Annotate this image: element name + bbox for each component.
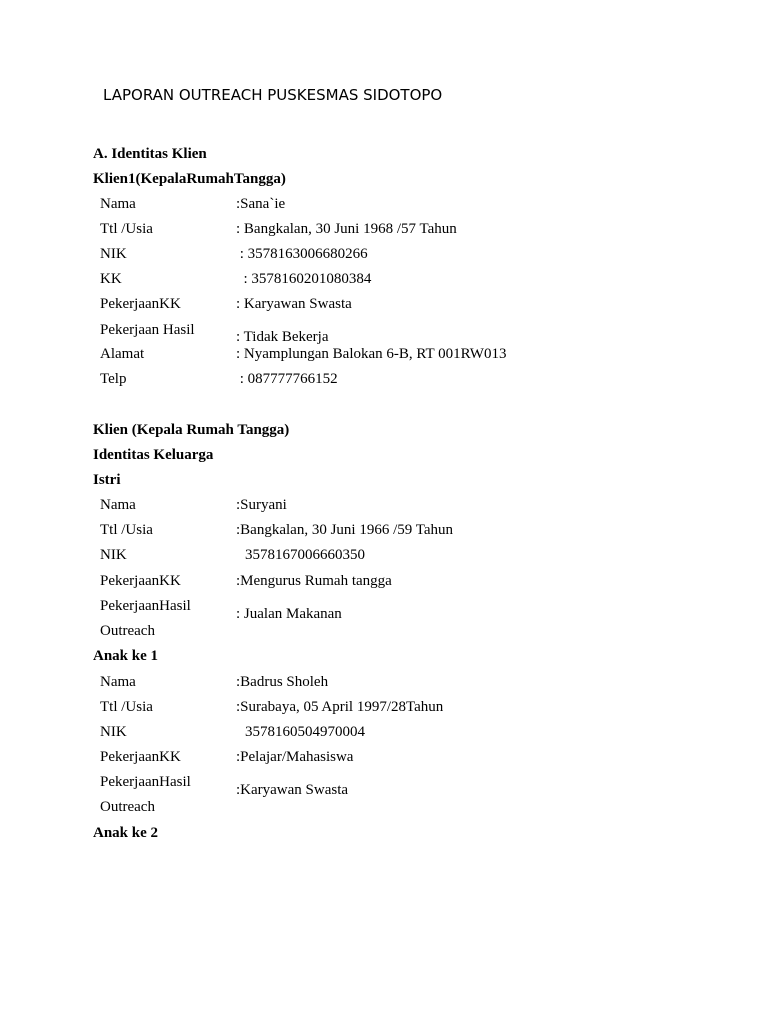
klien1-pekerjaankk-value: : Karyawan Swasta — [236, 296, 352, 312]
klien1-heading: Klien1(KepalaRumahTangga) — [93, 171, 286, 187]
klien1-telp-value: : 087777766152 — [236, 371, 338, 387]
klien1-alamat-value: : Nyamplungan Balokan 6-B, RT 001RW013 — [236, 346, 507, 362]
anak1-outreach-label: Outreach — [100, 799, 155, 815]
klien1-nik-label: NIK — [100, 246, 127, 262]
anak1-nik-value: 3578160504970004 — [245, 724, 365, 740]
istri-pekerjaankk-label: PekerjaanKK — [100, 573, 181, 589]
anak1-pekerjaankk-label: PekerjaanKK — [100, 749, 181, 765]
istri-ttl-label: Ttl /Usia — [100, 522, 153, 538]
anak1-pekerjaankk-value: :Pelajar/Mahasiswa — [236, 749, 354, 765]
istri-pekerjaanhasil-label: PekerjaanHasil — [100, 598, 191, 614]
istri-ttl-value: :Bangkalan, 30 Juni 1966 /59 Tahun — [236, 522, 453, 538]
klien1-nama-value: :Sana`ie — [236, 196, 286, 212]
istri-pekerjaanhasil-value: : Jualan Makanan — [236, 606, 342, 622]
istri-nama-value: :Suryani — [236, 497, 287, 513]
klien1-pekerjaanhasil-label: Pekerjaan Hasil — [100, 322, 195, 338]
klien1-nik-value: : 3578163006680266 — [236, 246, 368, 262]
istri-heading: Istri — [93, 472, 121, 488]
istri-nik-label: NIK — [100, 547, 127, 563]
istri-nama-label: Nama — [100, 497, 136, 513]
klien1-kk-label: KK — [100, 271, 122, 287]
anak1-pekerjaanhasil-value: :Karyawan Swasta — [236, 782, 349, 798]
istri-nik-value: 3578167006660350 — [245, 547, 365, 563]
klien1-ttl-value: : Bangkalan, 30 Juni 1968 /57 Tahun — [236, 221, 457, 237]
klien1-telp-label: Telp — [100, 371, 127, 387]
anak1-nama-value: :Badrus Sholeh — [236, 674, 329, 690]
klien1-pekerjaankk-label: PekerjaanKK — [100, 296, 181, 312]
page-title: LAPORAN OUTREACH PUSKESMAS SIDOTOPO — [103, 86, 443, 104]
klien1-kk-value: : 3578160201080384 — [236, 271, 372, 287]
section-a-heading: A. Identitas Klien — [93, 146, 207, 162]
klien1-ttl-label: Ttl /Usia — [100, 221, 153, 237]
anak1-pekerjaanhasil-label: PekerjaanHasil — [100, 774, 191, 790]
anak1-nik-label: NIK — [100, 724, 127, 740]
klien-heading: Klien (Kepala Rumah Tangga) — [93, 422, 290, 438]
klien1-pekerjaanhasil-value: : Tidak Bekerja — [236, 329, 329, 345]
anak1-heading: Anak ke 1 — [93, 648, 159, 664]
identitas-keluarga-heading: Identitas Keluarga — [93, 447, 214, 463]
istri-pekerjaankk-value: :Mengurus Rumah tangga — [236, 573, 392, 589]
anak1-ttl-value: :Surabaya, 05 April 1997/28Tahun — [236, 699, 444, 715]
anak2-heading: Anak ke 2 — [93, 825, 159, 841]
klien1-alamat-label: Alamat — [100, 346, 145, 362]
anak1-nama-label: Nama — [100, 674, 136, 690]
anak1-ttl-label: Ttl /Usia — [100, 699, 153, 715]
istri-outreach-label: Outreach — [100, 623, 155, 639]
klien1-nama-label: Nama — [100, 196, 136, 212]
